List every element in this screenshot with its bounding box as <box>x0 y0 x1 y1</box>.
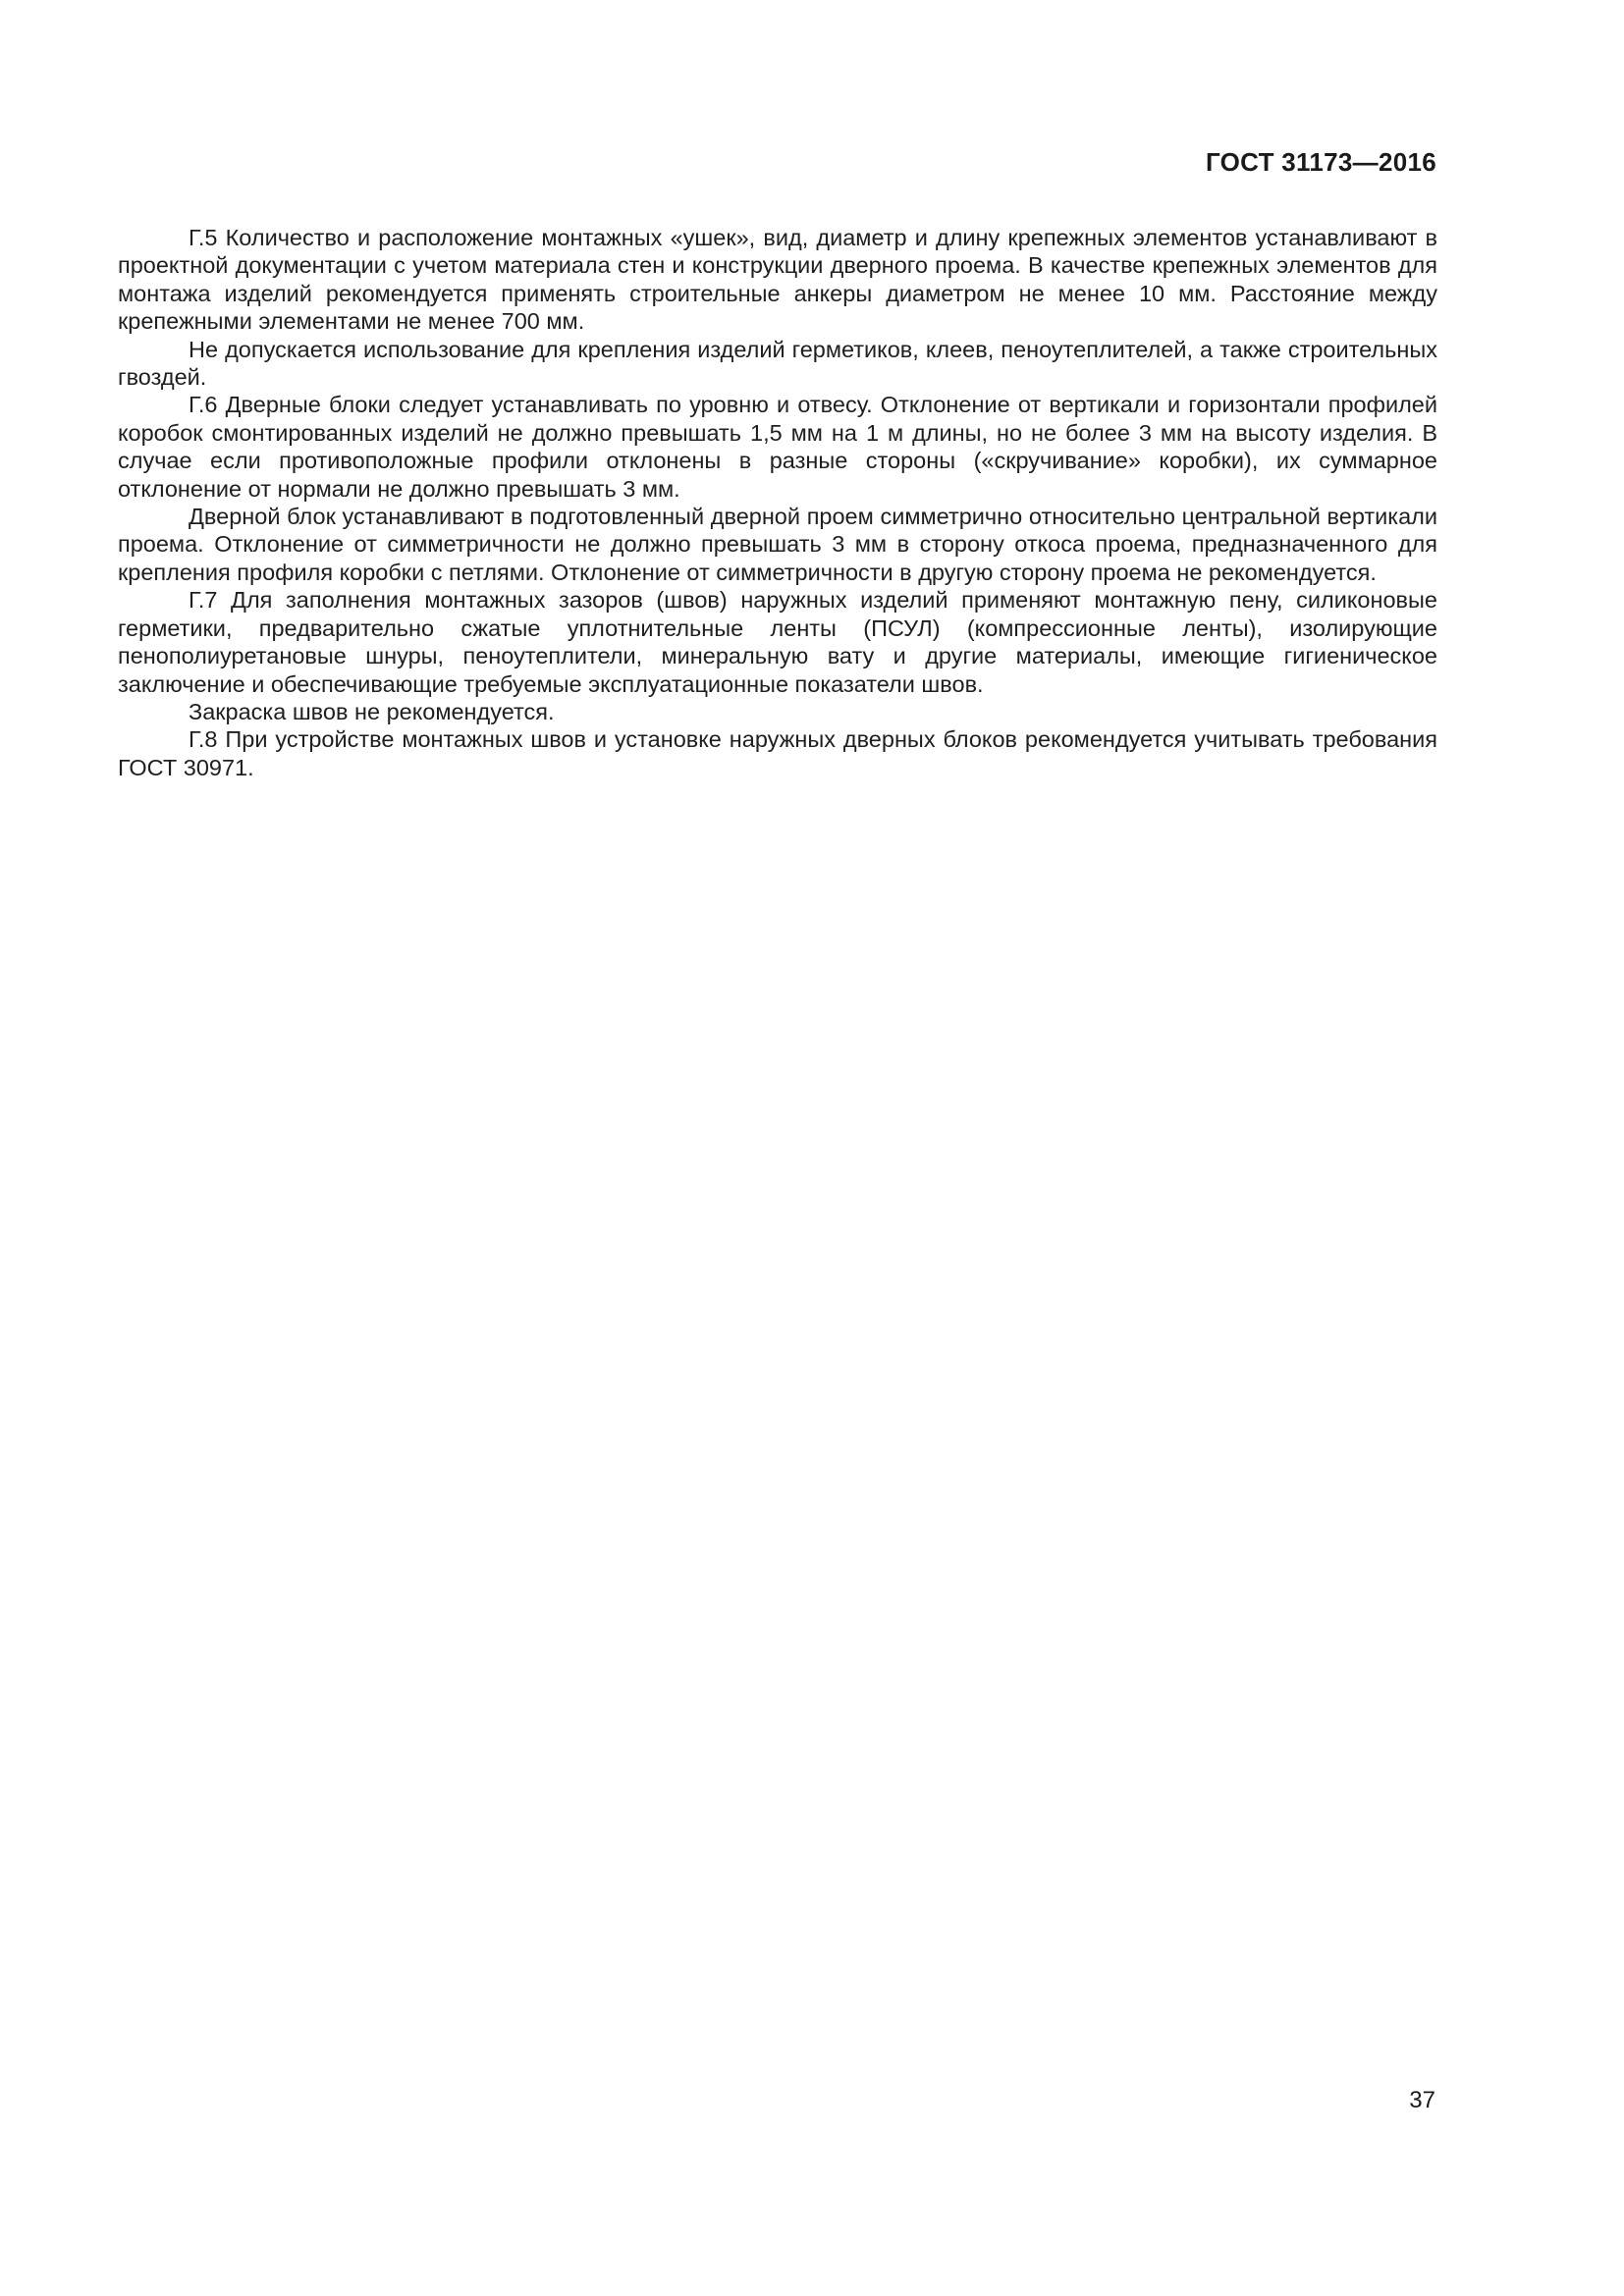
document-header: ГОСТ 31173—2016 <box>1205 147 1436 177</box>
paragraph-g6-symmetry: Дверной блок устанавливают в подготовленный дверной проем симметрично относительно центральной вертикали проема. Отклонение от симметричности не должно превышать 3 мм в сторону откоса проема, предназначенного для крепления профиля коробки с петлями. Отклонение от симметричности в другую сторону проема не рекомендуется. <box>118 504 1437 585</box>
paragraph-g5: Г.5 Количество и расположение монтажных «ушек», вид, диаметр и длину крепежных элементов устанавливают в проектной документации с учетом материала стен и конструкции дверного проема. В качестве крепежных элементов для монтажа изделий рекомендуется применять строительные анкеры диаметром не менее 10 мм. Расстояние между крепежными элементами не менее 700 мм. <box>118 225 1437 335</box>
paragraph-g7-painting: Закраска швов не рекомендуется. <box>189 698 555 724</box>
paragraph-g6: Г.6 Дверные блоки следует устанавливать по уровню и отвесу. Отклонение от вертикали и горизонтали профилей коробок смонтированных изделий не должно превышать 1,5 мм на 1 м длины, но не более 3 мм на высоту изделия. В случае если противоположные профили отклонены в разные стороны («скручивание» коробки), их суммарное отклонение от нормали не должно превышать 3 мм. <box>118 392 1437 502</box>
document-body <box>118 224 1437 781</box>
paragraph-g5-fasteners: Не допускается использование для крепления изделий герметиков, клеев, пеноутеплителей, а также строительных гвоздей. <box>118 336 1437 391</box>
paragraph-g7: Г.7 Для заполнения монтажных зазоров (швов) наружных изделий применяют монтажную пену, силиконовые герметики, предварительно сжатые уплотнительные ленты (ПСУЛ) (компрессионные ленты), изолирующие пенополиуретановые шнуры, пеноутеплители, минеральную вату и другие материалы, имеющие гигиеническое заключение и обеспечивающие требуемые эксплуатационные показатели швов. <box>118 587 1437 697</box>
page-number: 37 <box>1409 2087 1435 2113</box>
paragraph-g8: Г.8 При устройстве монтажных швов и установке наружных дверных блоков рекомендуется учитывать требования ГОСТ 30971. <box>118 726 1437 780</box>
